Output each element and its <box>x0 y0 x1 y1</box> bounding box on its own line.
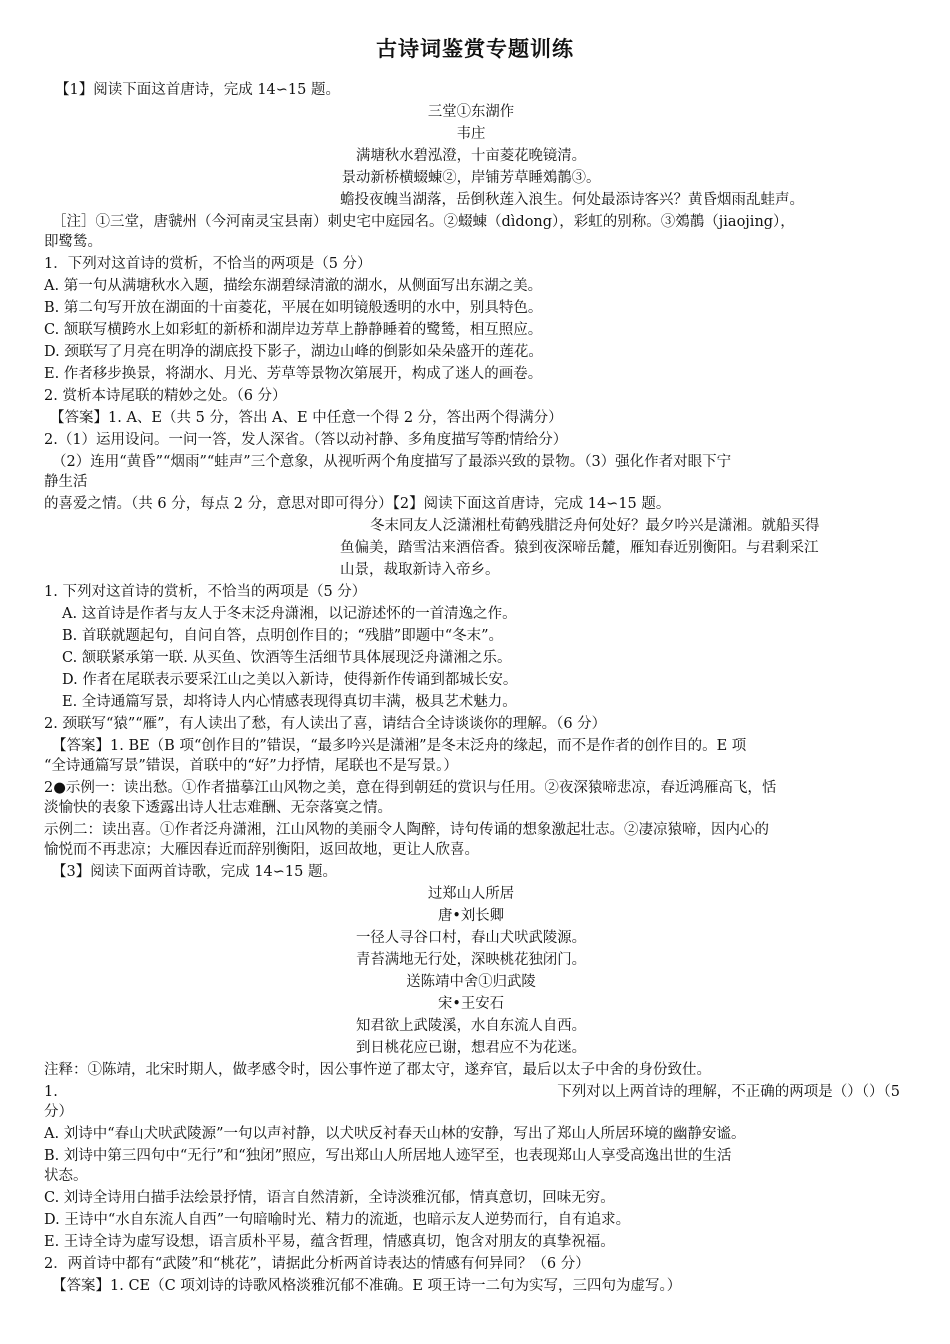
poem-2-line: 鱼偏美，踏雪沽来酒倍香。猿到夜深啼岳麓，雁知春近别衡阳。与君剩采江 <box>340 540 819 556</box>
poem-1-note: ［注］①三堂，唐虢州（今河南灵宝县南）刺史宅中庭园名。②蝃蝀（dìdong），彩虹的别称。③鵁鶄（jiaojing）， <box>52 214 795 230</box>
question-text: 下列对以上两首诗的理解，不正确的两项是（）（）（5 <box>557 1084 900 1100</box>
section-1-heading: 【1】阅读下面这首唐诗，完成 14∽15 题。 <box>55 82 340 98</box>
poem-4-title: 送陈靖中舍①归武陵 <box>406 974 536 990</box>
option-item: B. 第二句写开放在湖面的十亩菱花，平展在如明镜般透明的水中，别具特色。 <box>44 300 543 316</box>
section-2-heading: 的喜爱之情。（共 6 分，每点 2 分，意思对即可得分）【2】阅读下面这首唐诗，完成 14∽15 题。 <box>44 496 671 512</box>
poem-1-note: 即鹭鸶。 <box>44 234 102 250</box>
answer-text: 静生活 <box>44 474 88 490</box>
answer-text: 2●示例一：读出愁。①作者描摹江山风物之美，意在得到朝廷的赏识与任用。②夜深猿啼悲凉，春近鸿雁高飞，恬 <box>44 780 777 796</box>
poem-1-title: 三堂①东湖作 <box>427 104 515 120</box>
question-text: 1. 下列对这首诗的赏析，不恰当的两项是（5 分） <box>44 584 367 600</box>
poem-1-author: 韦庄 <box>456 126 486 142</box>
answer-text: 【答案】1. BE（B 项“创作目的”错误，“最多吟兴是潇湘”是冬末泛舟的缘起，而不是作者的创作目的。E 项 <box>52 738 747 754</box>
question-text: 2. 赏析本诗尾联的精妙之处。（6 分） <box>44 388 287 404</box>
option-item: D. 颈联写了月亮在明净的湖底投下影子，湖边山峰的倒影如朵朵盛开的莲花。 <box>44 344 543 360</box>
option-item: C. 颔联写横跨水上如彩虹的新桥和湖岸边芳草上静静睡着的鹭鸶，相互照应。 <box>44 322 543 338</box>
option-item: D. 作者在尾联表示要采江山之美以入新诗，使得新作传诵到都城长安。 <box>62 672 518 688</box>
poem-3-title: 过郑山人所居 <box>427 886 515 902</box>
option-item: C. 颔联紧承第一联. 从买鱼、饮酒等生活细节具体展现泛舟潇湘之乐。 <box>62 650 512 666</box>
option-item: D. 王诗中“水自东流人自西”一句暗喻时光、精力的流逝，也暗示友人逆势而行，自有追求。 <box>44 1212 631 1228</box>
option-item: E. 作者移步换景，将湖水、月光、芳草等景物次第展开，构成了迷人的画卷。 <box>44 366 543 382</box>
answer-text: 淡愉快的表象下透露出诗人壮志难酬、无奈落寞之情。 <box>44 800 392 816</box>
option-item: A. 第一句从满塘秋水入题，描绘东湖碧绿清澈的湖水，从侧面写出东湖之美。 <box>44 278 543 294</box>
poem-4-line: 到日桃花应已谢，想君应不为花迷。 <box>355 1040 587 1056</box>
answer-text: “全诗通篇写景”错误，首联中的“好”力抒情，尾联也不是写景。） <box>44 758 458 774</box>
option-item: C. 刘诗全诗用白描手法绘景抒情，语言自然清新，全诗淡雅沉郁，情真意切，回味无穷。 <box>44 1190 615 1206</box>
poem-note: 注释：①陈靖，北宋时期人，做孝感令时，因公事忤逆了郡太守，遂弃官，最后以太子中舍的身份致仕。 <box>44 1062 711 1078</box>
answer-text: 【答案】1. A、E（共 5 分，答出 A、E 中任意一个得 2 分，答出两个得满分） <box>50 410 563 426</box>
answer-text: 示例二：读出喜。①作者泛舟潇湘，江山风物的美丽令人陶醉，诗句传诵的想象激起壮志。②凄凉猿啼，因内心的 <box>44 822 769 838</box>
poem-1-line: 景动新桥横蝃蝀②，岸铺芳草睡鵁鶄③。 <box>341 170 601 186</box>
option-item: E. 王诗全诗为虚写设想，语言质朴平易，蕴含哲理，情感真切，饱含对朋友的真挚祝福。 <box>44 1234 615 1250</box>
option-item: A. 这首诗是作者与友人于冬末泛舟潇湘，以记游述怀的一首清逸之作。 <box>62 606 517 622</box>
poem-3-line: 一径人寻谷口村，春山犬吠武陵源。 <box>355 930 587 946</box>
poem-2-line: 山景，裁取新诗入帝乡。 <box>340 562 500 578</box>
option-item: A. 刘诗中“春山犬吠武陵源”一句以声衬静，以犬吠反衬春天山林的安静，写出了郑山人所居环境的幽静安谧。 <box>44 1126 746 1142</box>
option-item: B. 刘诗中第三四句中“无行”和“独闭”照应，写出郑山人所居地人迹罕至，也表现郑山人享受高逸出世的生活 <box>44 1148 732 1164</box>
answer-text: 【答案】1. CE（C 项刘诗的诗歌风格淡雅沉郁不准确。E 项王诗一二句为实写，三四句为虚写。） <box>52 1278 682 1294</box>
question-number: 1. <box>44 1084 58 1100</box>
question-text: 1．下列对这首诗的赏析，不恰当的两项是（5 分） <box>44 256 372 272</box>
page-title: 古诗词鉴赏专题训练 <box>376 36 574 61</box>
poem-4-line: 知君欲上武陵溪，水自东流人自西。 <box>355 1018 587 1034</box>
poem-3-line: 青苔满地无行处，深映桃花独闭门。 <box>355 952 587 968</box>
section-3-heading: 【3】阅读下面两首诗歌，完成 14∽15 题。 <box>52 864 337 880</box>
question-text: 2．两首诗中都有“武陵”和“桃花”，请据此分析两首诗表达的情感有何异同？（6 分） <box>44 1256 590 1272</box>
question-text: 2. 颈联写“猿”“雁”，有人读出了愁，有人读出了喜，请结合全诗谈谈你的理解。（6 分） <box>44 716 607 732</box>
answer-text: （2）连用“黄昏”“烟雨”“蛙声”三个意象，从视听两个角度描写了最添兴致的景物。（3）强化作者对眼下宁 <box>52 454 732 470</box>
option-item: 状态。 <box>44 1168 88 1184</box>
poem-1-line: 蟾投夜魄当湖落，岳倒秋莲入浪生。何处最添诗客兴？黄昏烟雨乱蛙声。 <box>340 192 804 208</box>
option-item: B. 首联就题起句，自问自答，点明创作目的；“残腊”即题中“冬末”。 <box>62 628 504 644</box>
answer-text: 愉悦而不再悲凉；大雁因春近而辞别衡阳，返回故地，更让人欣喜。 <box>44 842 479 858</box>
poem-1-line: 满塘秋水碧泓澄，十亩菱花晚镜清。 <box>355 148 587 164</box>
question-text: 分） <box>44 1104 73 1120</box>
poem-4-author: 宋•王安石 <box>438 996 505 1012</box>
option-item: E. 全诗通篇写景，却将诗人内心情感表现得真切丰满，极具艺术魅力。 <box>62 694 517 710</box>
poem-3-author: 唐•刘长卿 <box>438 908 505 924</box>
poem-2-line: 冬末同友人泛潇湘杜荀鹤残腊泛舟何处好？最夕吟兴是潇湘。就船买得 <box>370 518 820 534</box>
answer-text: 2.（1）运用设问。一问一答，发人深省。（答以动衬静、多角度描写等酌情给分） <box>44 432 568 448</box>
